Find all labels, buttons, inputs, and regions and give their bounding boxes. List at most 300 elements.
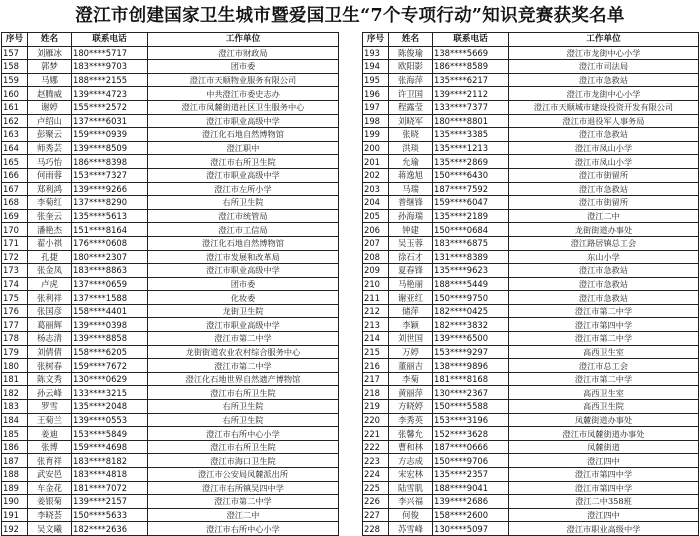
seq-cell: 209 (363, 264, 389, 278)
phone-cell: 139****9266 (72, 182, 148, 196)
unit-cell: 澄江市急救站 (509, 277, 699, 291)
seq-cell: 215 (363, 345, 389, 359)
unit-cell: 中共澄江市委史志办 (148, 87, 339, 101)
name-cell: 谢婷 (28, 100, 72, 114)
seq-cell: 164 (2, 141, 28, 155)
table-row (2, 413, 339, 427)
seq-cell: 158 (2, 60, 28, 74)
table-row (363, 277, 699, 291)
table-row (363, 468, 699, 482)
name-cell: 普继锋 (389, 196, 433, 210)
unit-cell: 团市委 (148, 277, 339, 291)
unit-cell: 澄江市第二中学 (509, 372, 699, 386)
unit-cell: 澄江市第四中学 (509, 318, 699, 332)
name-cell: 许卫国 (389, 87, 433, 101)
table-row (2, 114, 339, 128)
unit-cell: 澄江市右所卫生院 (148, 386, 339, 400)
unit-cell: 澄江化石地自然博物馆 (148, 128, 339, 142)
unit-cell: 澄江市公安局凤麓派出所 (148, 468, 339, 482)
header-unit: 工作单位 (509, 33, 699, 47)
name-cell: 李兴福 (389, 495, 433, 509)
seq-cell: 185 (2, 427, 28, 441)
table-row (2, 359, 339, 373)
seq-cell: 162 (2, 114, 28, 128)
table-row (2, 304, 339, 318)
table-row (363, 386, 699, 400)
name-cell: 张国彦 (28, 304, 72, 318)
table-row (363, 46, 699, 60)
seq-cell: 225 (363, 481, 389, 495)
phone-cell: 151****8164 (72, 223, 148, 237)
header-seq: 序号 (2, 33, 28, 47)
table-row (363, 73, 699, 87)
name-cell: 宋宏林 (389, 468, 433, 482)
unit-cell: 澄江市急救站 (509, 182, 699, 196)
phone-cell: 135****2048 (72, 400, 148, 414)
unit-cell: 澄江市职业高级中学 (148, 318, 339, 332)
table-row (363, 141, 699, 155)
phone-cell: 150****5633 (72, 508, 148, 522)
table-row (2, 522, 339, 536)
table-row (2, 440, 339, 454)
table-row (2, 386, 339, 400)
name-cell: 刘世国 (389, 332, 433, 346)
unit-cell: 澄江市第四中学 (509, 468, 699, 482)
name-cell: 刘晓军 (389, 114, 433, 128)
table-header-row (2, 33, 339, 47)
seq-cell: 203 (363, 182, 389, 196)
table-row (2, 236, 339, 250)
table-row (363, 87, 699, 101)
seq-cell: 227 (363, 508, 389, 522)
phone-cell: 135****2357 (433, 468, 509, 482)
unit-cell: 高西卫生室 (509, 345, 699, 359)
phone-cell: 188****2155 (72, 73, 148, 87)
table-row (2, 481, 339, 495)
seq-cell: 172 (2, 250, 28, 264)
unit-cell: 龙街街道办事处 (509, 223, 699, 237)
unit-cell: 澄江市凤山小学 (509, 155, 699, 169)
phone-cell: 182****0425 (433, 304, 509, 318)
phone-cell: 182****3832 (433, 318, 509, 332)
name-cell: 何雨蓉 (28, 168, 72, 182)
table-row (2, 128, 339, 142)
table-row (2, 345, 339, 359)
table-row (2, 209, 339, 223)
seq-cell: 186 (2, 440, 28, 454)
phone-cell: 183****4818 (72, 468, 148, 482)
phone-cell: 135****3385 (433, 128, 509, 142)
unit-cell: 澄江市右所卫生院 (148, 440, 339, 454)
unit-cell: 澄江市总工会 (509, 359, 699, 373)
name-cell: 欧阳影 (389, 60, 433, 74)
phone-cell: 180****2307 (72, 250, 148, 264)
table-row (363, 250, 699, 264)
phone-cell: 187****0666 (433, 440, 509, 454)
seq-cell: 224 (363, 468, 389, 482)
name-cell: 郭梦 (28, 60, 72, 74)
seq-cell: 161 (2, 100, 28, 114)
seq-cell: 175 (2, 291, 28, 305)
seq-cell: 205 (363, 209, 389, 223)
table-row (2, 508, 339, 522)
unit-cell: 右所卫生院 (148, 400, 339, 414)
name-cell: 储萍 (389, 304, 433, 318)
name-cell: 马娜 (28, 73, 72, 87)
phone-cell: 155****2572 (72, 100, 148, 114)
phone-cell: 186****8398 (72, 155, 148, 169)
seq-cell: 216 (363, 359, 389, 373)
unit-cell: 澄江市职业高级中学 (148, 168, 339, 182)
name-cell: 方晓婷 (389, 400, 433, 414)
phone-cell: 153****9297 (433, 345, 509, 359)
unit-cell: 澄江市急救站 (509, 128, 699, 142)
name-cell: 罗雪 (28, 400, 72, 414)
unit-cell: 澄江市第二中学 (148, 359, 339, 373)
name-cell: 张利祥 (28, 291, 72, 305)
seq-cell: 206 (363, 223, 389, 237)
award-table-left (1, 32, 339, 536)
table-row (363, 372, 699, 386)
unit-cell: 澄江市职业高级中学 (509, 522, 699, 536)
seq-cell: 170 (2, 223, 28, 237)
table-row (2, 277, 339, 291)
name-cell: 武安邑 (28, 468, 72, 482)
name-cell: 徐石才 (389, 250, 433, 264)
name-cell: 张树春 (28, 359, 72, 373)
name-cell: 吴文曦 (28, 522, 72, 536)
seq-cell: 200 (363, 141, 389, 155)
unit-cell: 澄江市凤麓街道社区卫生服务中心 (148, 100, 339, 114)
name-cell: 允瑜 (389, 155, 433, 169)
unit-cell: 澄江四中 (509, 508, 699, 522)
unit-cell: 澄江市右所镇吴四中学 (148, 481, 339, 495)
phone-cell: 159****4698 (72, 440, 148, 454)
seq-cell: 189 (2, 481, 28, 495)
name-cell: 陈文秀 (28, 372, 72, 386)
phone-cell: 130****0629 (72, 372, 148, 386)
unit-cell: 凤麓街道办事处 (509, 413, 699, 427)
phone-cell: 133****3215 (72, 386, 148, 400)
name-cell: 马艳丽 (389, 277, 433, 291)
unit-cell: 澄江市职业高级中学 (148, 114, 339, 128)
phone-cell: 139****0398 (72, 318, 148, 332)
seq-cell: 204 (363, 196, 389, 210)
seq-cell: 202 (363, 168, 389, 182)
name-cell: 卢虎 (28, 277, 72, 291)
phone-cell: 133****7377 (433, 100, 509, 114)
table-row (363, 304, 699, 318)
table-row (363, 413, 699, 427)
phone-cell: 139****8858 (72, 332, 148, 346)
name-cell: 卢绍山 (28, 114, 72, 128)
table-row (363, 60, 699, 74)
seq-cell: 159 (2, 73, 28, 87)
header-seq: 序号 (363, 33, 389, 47)
phone-cell: 150****9750 (433, 291, 509, 305)
phone-cell: 153****3196 (433, 413, 509, 427)
table-row (2, 46, 339, 60)
seq-cell: 228 (363, 522, 389, 536)
phone-cell: 139****8509 (72, 141, 148, 155)
phone-cell: 186****8589 (433, 60, 509, 74)
table-row (2, 427, 339, 441)
name-cell: 李菊红 (28, 196, 72, 210)
unit-cell: 澄江市急救站 (509, 73, 699, 87)
name-cell: 陈俊瑜 (389, 46, 433, 60)
phone-cell: 181****7072 (72, 481, 148, 495)
seq-cell: 183 (2, 400, 28, 414)
phone-cell: 158****4401 (72, 304, 148, 318)
name-cell: 彭聚云 (28, 128, 72, 142)
unit-cell: 澄江二中 (509, 209, 699, 223)
unit-cell: 右所卫生院 (148, 196, 339, 210)
seq-cell: 160 (2, 87, 28, 101)
seq-cell: 192 (2, 522, 28, 536)
phone-cell: 159****6047 (433, 196, 509, 210)
seq-cell: 163 (2, 128, 28, 142)
name-cell: 洪琰 (389, 141, 433, 155)
phone-cell: 150****0684 (433, 223, 509, 237)
seq-cell: 169 (2, 209, 28, 223)
name-cell: 刘雁冰 (28, 46, 72, 60)
table-row (363, 128, 699, 142)
phone-cell: 138****5669 (433, 46, 509, 60)
table-row (2, 250, 339, 264)
unit-cell: 澄江市海口卫生院 (148, 454, 339, 468)
seq-cell: 212 (363, 304, 389, 318)
phone-cell: 135****2869 (433, 155, 509, 169)
phone-cell: 183****9703 (72, 60, 148, 74)
name-cell: 马瑞 (389, 182, 433, 196)
phone-cell: 183****8182 (72, 454, 148, 468)
unit-cell: 澄江二中 (148, 508, 339, 522)
name-cell: 翟小祺 (28, 236, 72, 250)
seq-cell: 226 (363, 495, 389, 509)
phone-cell: 139****2112 (433, 87, 509, 101)
table-row (363, 318, 699, 332)
table-row (363, 427, 699, 441)
unit-cell: 澄江化石地自然博物馆 (148, 236, 339, 250)
table-row (2, 495, 339, 509)
phone-cell: 152****3628 (433, 427, 509, 441)
table-row (2, 182, 339, 196)
phone-cell: 176****0608 (72, 236, 148, 250)
seq-cell: 174 (2, 277, 28, 291)
unit-cell: 龙街卫生院 (148, 304, 339, 318)
name-cell: 李秀英 (389, 413, 433, 427)
phone-cell: 131****8389 (433, 250, 509, 264)
name-cell: 杨志清 (28, 332, 72, 346)
table-row (2, 73, 339, 87)
unit-cell: 澄江市第二中学 (148, 332, 339, 346)
header-phone: 联系电话 (72, 33, 148, 47)
header-name: 姓名 (389, 33, 433, 47)
table-row (2, 141, 339, 155)
name-cell: 姜银菊 (28, 495, 72, 509)
phone-cell: 180****5717 (72, 46, 148, 60)
table-row (363, 440, 699, 454)
phone-cell: 137****1588 (72, 291, 148, 305)
unit-cell: 澄江市急救站 (509, 291, 699, 305)
phone-cell: 135****1213 (433, 141, 509, 155)
unit-cell: 澄江化石地世界自然遗产博物馆 (148, 372, 339, 386)
unit-cell: 澄江市街留所 (509, 196, 699, 210)
table-row (2, 468, 339, 482)
unit-cell: 澄江市龙街中心小学 (509, 87, 699, 101)
seq-cell: 201 (363, 155, 389, 169)
name-cell: 夏春锋 (389, 264, 433, 278)
name-cell: 张海萍 (389, 73, 433, 87)
name-cell: 张馨允 (389, 427, 433, 441)
unit-cell: 澄江市第二中学 (509, 332, 699, 346)
seq-cell: 166 (2, 168, 28, 182)
table-row (363, 196, 699, 210)
phone-cell: 159****7672 (72, 359, 148, 373)
phone-cell: 138****9896 (433, 359, 509, 373)
seq-cell: 187 (2, 454, 28, 468)
phone-cell: 150****5588 (433, 400, 509, 414)
seq-cell: 171 (2, 236, 28, 250)
table-row (363, 114, 699, 128)
unit-cell: 澄江市龙街中心小学 (509, 46, 699, 60)
phone-cell: 153****5849 (72, 427, 148, 441)
seq-cell: 179 (2, 345, 28, 359)
name-cell: 孙云峰 (28, 386, 72, 400)
table-row (363, 291, 699, 305)
seq-cell: 208 (363, 250, 389, 264)
unit-cell: 右所卫生院 (148, 413, 339, 427)
seq-cell: 167 (2, 182, 28, 196)
award-table-right (362, 32, 699, 536)
phone-cell: 153****7327 (72, 168, 148, 182)
name-cell: 谢亚红 (389, 291, 433, 305)
unit-cell: 澄江市司法局 (509, 60, 699, 74)
phone-cell: 150****6430 (433, 168, 509, 182)
phone-cell: 135****5613 (72, 209, 148, 223)
seq-cell: 194 (363, 60, 389, 74)
unit-cell: 澄江市工信局 (148, 223, 339, 237)
seq-cell: 223 (363, 454, 389, 468)
name-cell: 葛丽辉 (28, 318, 72, 332)
seq-cell: 214 (363, 332, 389, 346)
unit-cell: 澄江市右所中心小学 (148, 427, 339, 441)
seq-cell: 193 (363, 46, 389, 60)
seq-cell: 218 (363, 386, 389, 400)
name-cell: 李晓荟 (28, 508, 72, 522)
table-row (2, 400, 339, 414)
name-cell: 陆雪肌 (389, 481, 433, 495)
phone-cell: 150****9706 (433, 454, 509, 468)
seq-cell: 181 (2, 372, 28, 386)
table-row (2, 454, 339, 468)
table-row (363, 522, 699, 536)
name-cell: 潘艳杰 (28, 223, 72, 237)
seq-cell: 219 (363, 400, 389, 414)
seq-cell: 184 (2, 413, 28, 427)
unit-cell: 澄江市统管局 (148, 209, 339, 223)
unit-cell: 澄江市凤山小学 (509, 141, 699, 155)
unit-cell: 澄江四中 (509, 454, 699, 468)
table-row (363, 359, 699, 373)
table-row (2, 318, 339, 332)
table-row (363, 495, 699, 509)
table-header-row (363, 33, 699, 47)
seq-cell: 176 (2, 304, 28, 318)
name-cell: 李颖 (389, 318, 433, 332)
table-row (363, 400, 699, 414)
unit-cell: 澄江市右所卫生院 (148, 155, 339, 169)
phone-cell: 158****2600 (433, 508, 509, 522)
name-cell: 程露莹 (389, 100, 433, 114)
unit-cell: 澄江市第四中学 (509, 481, 699, 495)
unit-cell: 澄江市天顺物业服务有限公司 (148, 73, 339, 87)
name-cell: 郑利鸿 (28, 182, 72, 196)
unit-cell: 龙街街道农业农村综合服务中心 (148, 345, 339, 359)
name-cell: 张育祥 (28, 454, 72, 468)
name-cell: 黄丽萍 (389, 386, 433, 400)
phone-cell: 130****5097 (433, 522, 509, 536)
name-cell: 钟建 (389, 223, 433, 237)
unit-cell: 澄江市退役军人事务局 (509, 114, 699, 128)
header-unit: 工作单位 (148, 33, 339, 47)
name-cell: 董丽吉 (389, 359, 433, 373)
seq-cell: 217 (363, 372, 389, 386)
seq-cell: 196 (363, 87, 389, 101)
unit-cell: 澄江二中358班 (509, 495, 699, 509)
table-row (2, 332, 339, 346)
name-cell: 张奎云 (28, 209, 72, 223)
unit-cell: 澄江市职业高级中学 (148, 264, 339, 278)
name-cell: 蒋逸旭 (389, 168, 433, 182)
phone-cell: 137****0659 (72, 277, 148, 291)
table-row (363, 100, 699, 114)
unit-cell: 澄江市发展和改革局 (148, 250, 339, 264)
name-cell: 苏雪峰 (389, 522, 433, 536)
table-row (2, 100, 339, 114)
table-row (2, 291, 339, 305)
seq-cell: 220 (363, 413, 389, 427)
seq-cell: 221 (363, 427, 389, 441)
phone-cell: 137****8290 (72, 196, 148, 210)
unit-cell: 凤麓街道 (509, 440, 699, 454)
table-row (363, 209, 699, 223)
name-cell: 张晓 (389, 128, 433, 142)
table-row (2, 196, 339, 210)
seq-cell: 195 (363, 73, 389, 87)
phone-cell: 137****6031 (72, 114, 148, 128)
seq-cell: 157 (2, 46, 28, 60)
phone-cell: 181****8168 (433, 372, 509, 386)
unit-cell: 澄江市第二中学 (509, 304, 699, 318)
seq-cell: 177 (2, 318, 28, 332)
phone-cell: 139****2686 (433, 495, 509, 509)
table-row (363, 168, 699, 182)
phone-cell: 159****0939 (72, 128, 148, 142)
table-row (363, 155, 699, 169)
table-row (2, 168, 339, 182)
header-phone: 联系电话 (433, 33, 509, 47)
seq-cell: 197 (363, 100, 389, 114)
phone-cell: 158****6205 (72, 345, 148, 359)
unit-cell: 东山小学 (509, 250, 699, 264)
name-cell: 李菊 (389, 372, 433, 386)
name-cell: 车金花 (28, 481, 72, 495)
table-row (363, 345, 699, 359)
name-cell: 赵腾威 (28, 87, 72, 101)
table-row (363, 223, 699, 237)
seq-cell: 182 (2, 386, 28, 400)
